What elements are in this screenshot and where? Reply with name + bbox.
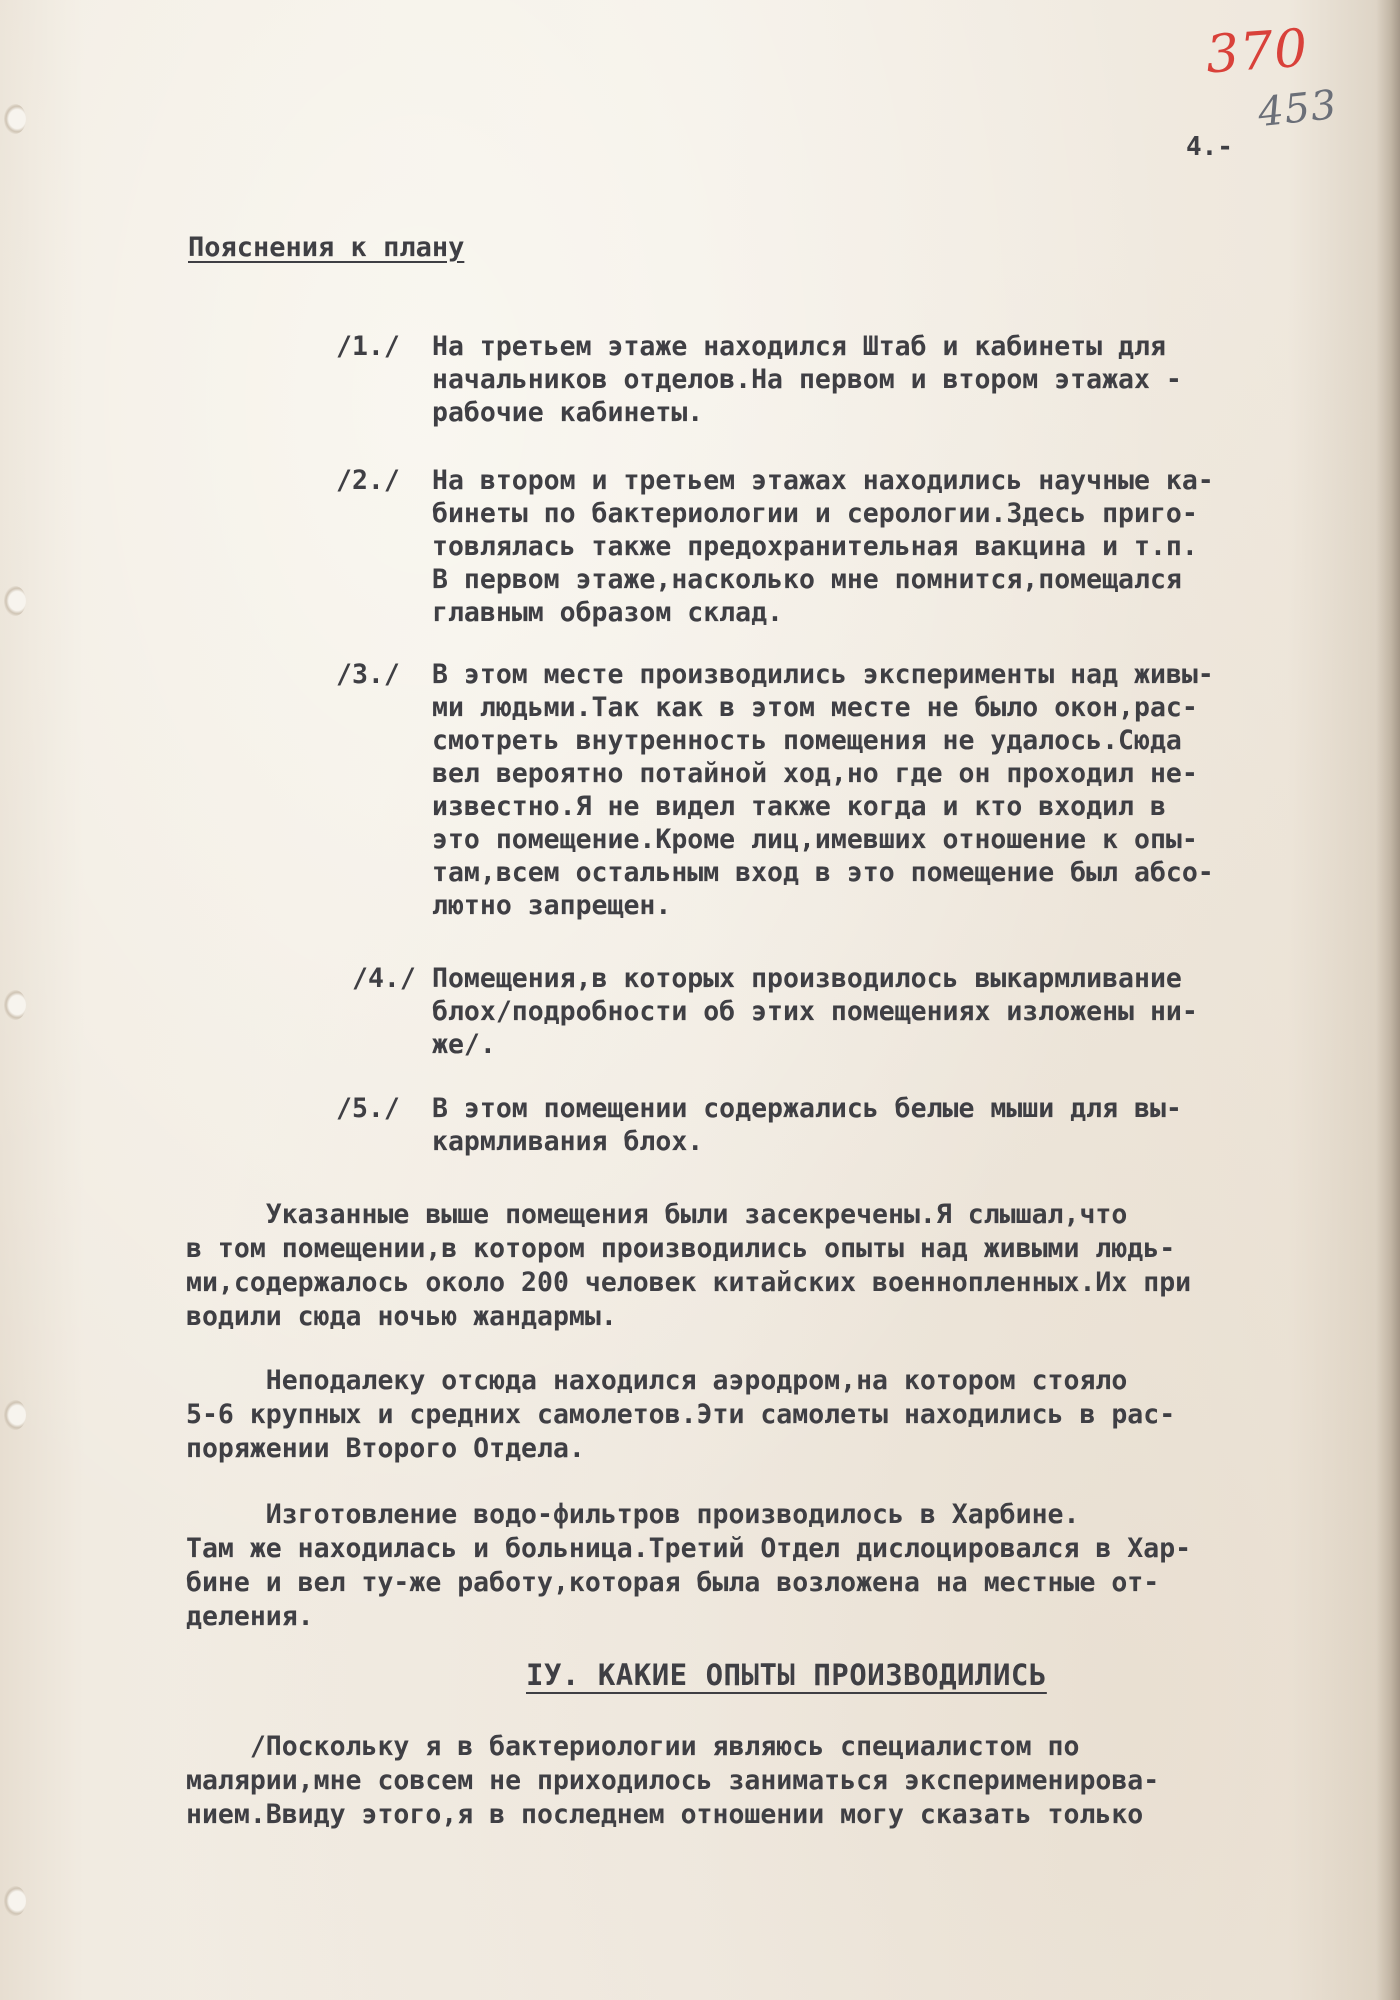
- section-title: IУ. КАКИЕ ОПЫТЫ ПРОИЗВОДИЛИСЬ: [526, 1658, 1047, 1692]
- note-line: рабочие кабинеты.: [432, 397, 704, 428]
- paragraph-line: Указанные выше помещения были засекречены.Я слышал,что: [186, 1199, 1128, 1230]
- note-line: В первом этаже,насколько мне помнится,помещался: [432, 564, 1182, 595]
- plan-note-2: [336, 464, 1336, 629]
- punch-hole: [4, 104, 26, 134]
- note-line: это помещение.Кроме лиц,имевших отношение к опы-: [432, 824, 1198, 855]
- archive-number-red: 370: [1204, 18, 1311, 86]
- note-number: /5./: [336, 1093, 400, 1124]
- body-paragraph: [186, 1198, 1366, 1334]
- body-paragraph: [186, 1730, 1366, 1832]
- paragraph-line: нием.Ввиду этого,я в последнем отношении могу сказать только: [186, 1799, 1144, 1830]
- paragraph-line: поряжении Второго Отдела.: [186, 1433, 585, 1464]
- note-number: /4./: [352, 963, 416, 994]
- punch-hole: [4, 586, 26, 616]
- paragraph-line: ми,содержалось около 200 человек китайских военнопленных.Их при: [186, 1267, 1192, 1298]
- note-line: Помещения,в которых производилось выкармливание: [432, 963, 1182, 994]
- note-line: ми людьми.Так как в этом месте не было окон,рас-: [432, 692, 1198, 723]
- note-line: блох/подробности об этих помещениях изложены ни-: [432, 996, 1198, 1027]
- punch-hole: [4, 990, 26, 1020]
- note-line: На третьем этаже находился Штаб и кабинеты для: [432, 331, 1166, 362]
- archive-number-grey: 453: [1255, 81, 1340, 137]
- punch-hole: [4, 1400, 26, 1430]
- paragraph-line: Изготовление водо-фильтров производилось в Харбине.: [186, 1499, 1080, 1530]
- note-line: главным образом склад.: [432, 597, 783, 628]
- note-number: /1./: [336, 331, 400, 362]
- note-line: товлялась также предохранительная вакцина и т.п.: [432, 531, 1198, 562]
- paragraph-line: Там же находилась и больница.Третий Отдел дислоцировался в Хар-: [186, 1533, 1192, 1564]
- paragraph-line: /Поскольку я в бактериологии являюсь специалистом по: [186, 1731, 1080, 1762]
- plan-note-1: [336, 330, 1336, 429]
- note-line: там,всем остальным вход в это помещение был абсо-: [432, 857, 1214, 888]
- plan-note-4: [352, 962, 1352, 1061]
- body-paragraph: [186, 1364, 1366, 1466]
- paragraph-line: Неподалеку отсюда находился аэродром,на котором стояло: [186, 1365, 1128, 1396]
- page-edge-shadow: [1376, 0, 1400, 2000]
- paragraph-line: 5-6 крупных и средних самолетов.Эти самолеты находились в рас-: [186, 1399, 1176, 1430]
- note-line: вел вероятно потайной ход,но где он проходил не-: [432, 758, 1198, 789]
- note-number: /3./: [336, 659, 400, 690]
- section-heading: Пояснения к плану: [188, 232, 465, 263]
- paragraph-line: малярии,мне совсем не приходилось заниматься эксперименирова-: [186, 1765, 1160, 1796]
- note-line: кармливания блох.: [432, 1126, 704, 1157]
- note-line: лютно запрещен.: [432, 890, 672, 921]
- body-paragraph: [186, 1498, 1366, 1634]
- note-line: же/.: [432, 1029, 496, 1060]
- plan-note-5: [336, 1092, 1336, 1158]
- punch-hole: [4, 1886, 26, 1916]
- note-line: В этом помещении содержались белые мыши для вы-: [432, 1093, 1182, 1124]
- paragraph-line: в том помещении,в котором производились опыты над живыми людь-: [186, 1233, 1176, 1264]
- paragraph-line: деления.: [186, 1601, 314, 1632]
- note-number: /2./: [336, 465, 400, 496]
- note-line: В этом месте производились эксперименты над живы-: [432, 659, 1214, 690]
- note-line: известно.Я не видел также когда и кто входил в: [432, 791, 1166, 822]
- note-line: начальников отделов.На первом и втором этажах -: [432, 364, 1182, 395]
- plan-note-3: [336, 658, 1336, 922]
- note-line: смотреть внутренность помещения не удалось.Сюда: [432, 725, 1182, 756]
- page-number: 4.-: [1186, 132, 1233, 162]
- note-line: бинеты по бактериологии и серологии.Здесь приго-: [432, 498, 1198, 529]
- paragraph-line: водили сюда ночью жандармы.: [186, 1301, 617, 1332]
- note-line: На втором и третьем этажах находились научные ка-: [432, 465, 1214, 496]
- paragraph-line: бине и вел ту-же работу,которая была возложена на местные от-: [186, 1567, 1160, 1598]
